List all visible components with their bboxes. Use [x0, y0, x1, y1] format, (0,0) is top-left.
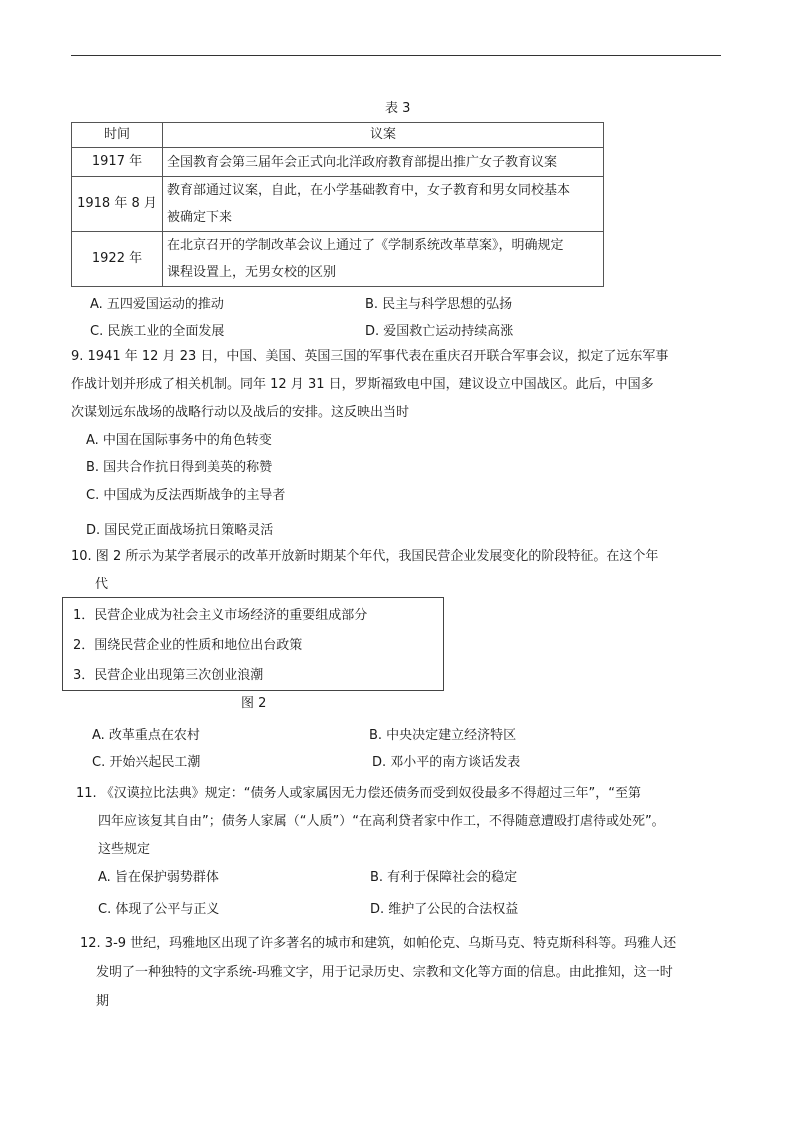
q9-option-c[interactable]: C. 中国成为反法西斯战争的主导者 — [86, 488, 286, 503]
header-rule — [71, 55, 721, 56]
q9-stem-line: 作战计划并形成了相关机制。同年 12 月 31 日，罗斯福致电中国，建议设立中国战区。此后，中国多 — [71, 377, 654, 392]
header-proposal: 议案 — [163, 123, 604, 148]
table-row — [72, 148, 604, 177]
table-header-row — [72, 123, 604, 148]
table-row — [72, 177, 604, 232]
q10-stem — [71, 543, 721, 599]
row-text-line: 在北京召开的学制改革会议上通过了《学制系统改革草案》，明确规定 — [167, 238, 564, 253]
q8-option-a[interactable]: A. 五四爱国运动的推动 — [90, 297, 224, 312]
row-time: 1922 年 — [72, 232, 163, 287]
q12-stem-line: 发明了一种独特的文字系统-玛雅文字，用于记录历史、宗教和文化等方面的信息。由此推知，这一时 — [96, 965, 673, 980]
q9-option-b[interactable]: B. 国共合作抗日得到美英的称赞 — [86, 460, 273, 475]
q11-option-a[interactable]: A. 旨在保护弱势群体 — [98, 870, 219, 885]
q11-option-d[interactable]: D. 维护了公民的合法权益 — [370, 902, 519, 917]
q10-stem-line: 代 — [95, 577, 109, 592]
q12-stem-line: 期 — [96, 994, 110, 1009]
row-time: 1918 年 8 月 — [72, 177, 163, 232]
q12-stem — [80, 929, 720, 1016]
q9-option-a[interactable]: A. 中国在国际事务中的角色转变 — [86, 433, 272, 448]
q9-stem — [71, 343, 721, 427]
figure-2-caption: 图 2 — [241, 696, 267, 711]
q11-stem — [76, 780, 726, 864]
row-text — [163, 232, 604, 287]
figure-2-box — [62, 597, 444, 691]
row-text — [163, 148, 604, 177]
table-caption: 表 3 — [385, 101, 411, 116]
q8-option-b[interactable]: B. 民主与科学思想的弘扬 — [365, 297, 513, 312]
q9-stem-line: 次谋划远东战场的战略行动以及战后的安排。这反映出当时 — [71, 405, 410, 420]
table-3 — [71, 122, 604, 287]
q12-stem-line: 12. 3-9 世纪，玛雅地区出现了许多著名的城市和建筑，如帕伦克、乌斯马克、特克斯科科等。玛雅人还 — [80, 936, 677, 951]
q10-option-d[interactable]: D. 邓小平的南方谈话发表 — [372, 755, 521, 770]
figure-2-line: 3．民营企业出现第三次创业浪潮 — [73, 668, 264, 683]
q11-option-b[interactable]: B. 有利于保障社会的稳定 — [370, 870, 518, 885]
q8-option-c[interactable]: C. 民族工业的全面发展 — [90, 324, 225, 339]
header-time: 时间 — [72, 123, 163, 148]
q11-stem-line: 11. 《汉谟拉比法典》规定：“债务人或家属因无力偿还债务而受到奴役最多不得超过三年”，“至第 — [76, 786, 642, 801]
row-time: 1917 年 — [72, 148, 163, 177]
table-row — [72, 232, 604, 287]
row-text-line: 教育部通过议案，自此，在小学基础教育中，女子教育和男女同校基本 — [167, 183, 571, 198]
figure-2-line: 2．围绕民营企业的性质和地位出台政策 — [73, 638, 303, 653]
figure-2-line: 1．民营企业成为社会主义市场经济的重要组成部分 — [73, 608, 368, 623]
row-text-line: 课程设置上，无男女校的区别 — [167, 265, 337, 280]
q11-stem-line: 四年应该复其自由”；债务人家属（“人质”）“在高利贷者家中作工，不得随意遭殴打虐待或处死”。 — [98, 814, 665, 829]
q11-stem-line: 这些规定 — [98, 842, 151, 857]
q10-option-a[interactable]: A. 改革重点在农村 — [92, 728, 200, 743]
q9-stem-line: 9. 1941 年 12 月 23 日，中国、美国、英国三国的军事代表在重庆召开联合军事会议，拟定了远东军事 — [71, 349, 669, 364]
q8-option-d[interactable]: D. 爱国救亡运动持续高涨 — [365, 324, 514, 339]
row-text — [163, 177, 604, 232]
q10-option-c[interactable]: C. 开始兴起民工潮 — [92, 755, 201, 770]
q10-option-b[interactable]: B. 中央决定建立经济特区 — [369, 728, 517, 743]
row-text-line: 全国教育会第三届年会正式向北洋政府教育部提出推广女子教育议案 — [167, 154, 558, 170]
q9-option-d[interactable]: D. 国民党正面战场抗日策略灵活 — [86, 523, 274, 538]
q11-option-c[interactable]: C. 体现了公平与正义 — [98, 902, 220, 917]
q10-stem-line: 10. 图 2 所示为某学者展示的改革开放新时期某个年代，我国民营企业发展变化的阶段特征。在这个年 — [71, 549, 659, 564]
row-text-line: 被确定下来 — [167, 210, 233, 225]
